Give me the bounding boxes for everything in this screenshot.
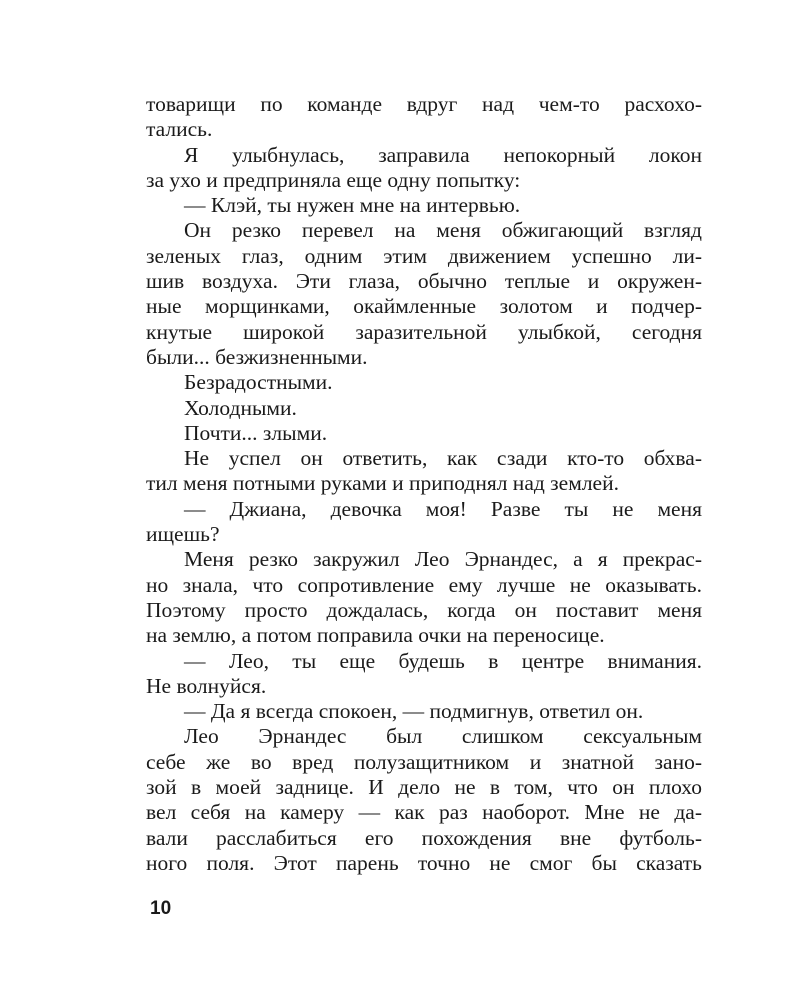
text-line: Поэтому просто дождалась, когда он поставит меня xyxy=(146,597,702,622)
text-line: — Да я всегда спокоен, — подмигнув, ответил он. xyxy=(184,699,644,724)
text-line: Лео Эрнандес был слишком сексуальным xyxy=(184,724,702,749)
text-line: тил меня потными руками и приподнял над землей. xyxy=(146,471,619,496)
text-line: Не волнуйся. xyxy=(146,673,267,698)
text-line: кнутые широкой заразительной улыбкой, сегодня xyxy=(146,319,702,344)
text-line: ного поля. Этот парень точно не смог бы сказать xyxy=(146,850,702,875)
text-line: тались. xyxy=(146,117,213,142)
text-line: зеленых глаз, одним этим движением успешно ли- xyxy=(146,243,702,268)
text-line: Он резко перевел на меня обжигающий взгляд xyxy=(184,218,702,243)
text-line: Почти... злыми. xyxy=(184,420,328,445)
text-line: зой в моей заднице. И дело не в том, что он плохо xyxy=(146,775,702,800)
text-line: Холодными. xyxy=(184,395,297,420)
text-line: — Лео, ты еще будешь в центре внимания. xyxy=(184,648,702,673)
text-line: Не успел он ответить, как сзади кто-то обхва- xyxy=(184,446,702,471)
text-line: ищешь? xyxy=(146,522,220,547)
page-number: 10 xyxy=(150,898,172,919)
text-line: Я улыбнулась, заправила непокорный локон xyxy=(184,142,702,167)
text-line: товарищи по команде вдруг над чем-то расхохо- xyxy=(146,92,702,116)
text-line: — Клэй, ты нужен мне на интервью. xyxy=(184,193,521,218)
text-line: но знала, что сопротивление ему лучше не оказывать. xyxy=(146,572,702,597)
text-line: вел себя на камеру — как раз наоборот. Мне не да- xyxy=(146,800,702,825)
text-line: Безрадостными. xyxy=(184,370,333,395)
text-line: — Джиана, девочка моя! Разве ты не меня xyxy=(184,496,702,521)
text-line: были... безжизненными. xyxy=(146,344,368,369)
text-line: себе же во вред полузащитником и знатной зано- xyxy=(146,749,702,774)
text-line: Меня резко закружил Лео Эрнандес, а я прекрас- xyxy=(184,547,702,572)
text-line: шив воздуха. Эти глаза, обычно теплые и окружен- xyxy=(146,269,702,294)
text-line: ные морщинками, окаймленные золотом и подчер- xyxy=(146,294,702,319)
text-line: вали расслабиться его похождения вне футболь- xyxy=(146,825,702,850)
text-line: на землю, а потом поправила очки на переносице. xyxy=(146,623,605,648)
body-text xyxy=(146,92,702,876)
text-line: за ухо и предприняла еще одну попытку: xyxy=(146,167,521,192)
